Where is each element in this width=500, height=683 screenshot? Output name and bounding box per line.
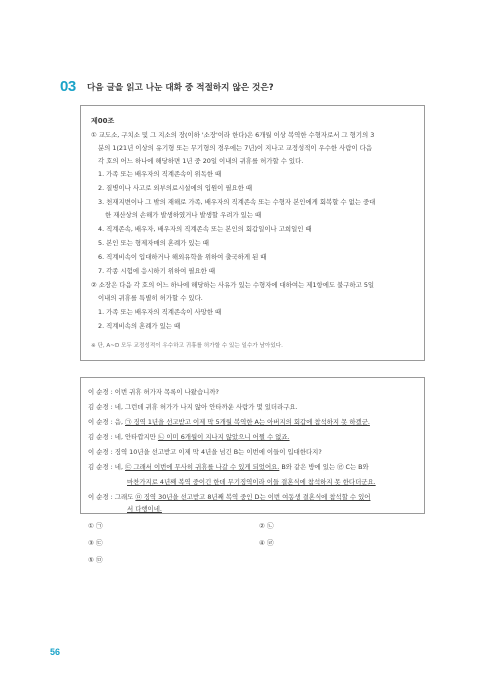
- choice-1[interactable]: ① ㉠: [88, 522, 103, 530]
- law-line: 1. 가족 또는 배우자의 직계존속이 위독한 때: [98, 170, 222, 178]
- law-line: 한 재산상의 손해가 발생하였거나 발생할 우려가 있는 때: [105, 211, 262, 219]
- law-line: 4. 직계존속, 배우자, 배우자의 직계존속 또는 본인의 회갑일이나 고희일인 때: [98, 225, 312, 233]
- dialogue-line: 이 순경 : 이번 귀휴 허가자 목록이 나왔습니까?: [88, 388, 219, 396]
- dialogue-line: [127, 478, 376, 486]
- law-line: 5. 본인 또는 형제자매의 혼례가 있는 때: [98, 239, 209, 247]
- dialogue-line: 이 순경 : 징역 10년을 선고받고 이제 막 4년을 넘긴 B는 이번에 이들이 입대한다지?: [88, 448, 322, 456]
- underlined-statement-c: ㉢ 그래서 이번에 무사히 귀휴를 나갈 수 있게 되었어요.: [125, 463, 280, 471]
- law-line: 각 호의 어느 하나에 해당하면 1년 중 20일 이내의 귀휴를 허가할 수 있다.: [98, 157, 304, 165]
- question-header: [60, 80, 460, 98]
- choice-3[interactable]: ③ ㉢: [88, 539, 103, 547]
- dialogue-line: [88, 493, 370, 501]
- speaker-text: 이 순경 : 그래도: [88, 493, 136, 501]
- law-line: 이내의 귀휴를 특별히 허가할 수 있다.: [98, 294, 203, 302]
- law-line: 2. 질병이나 사고로 외부의료시설에의 입원이 필요한 때: [98, 184, 253, 192]
- speaker-text: 이 순경 : 음,: [88, 418, 126, 426]
- law-line: 1. 가족 또는 배우자의 직계존속이 사망한 때: [98, 308, 222, 316]
- dialogue-line: 김 순경 : 네, 그런데 귀휴 허가가 나지 않아 안타까운 사람가 몇 있더라구요.: [88, 403, 298, 411]
- article-heading: 제00조: [91, 117, 115, 125]
- dialogue-line: [88, 418, 370, 426]
- underlined-statement-a: ㉠ 징역 1년을 선고받고 이제 막 5개월 복역한 A는 아버지의 회갑에 참석하지 못 하겠군.: [125, 418, 370, 426]
- law-line: 2. 직계비속의 혼례가 있는 때: [98, 322, 181, 330]
- law-line: 분의 1(21년 이상의 유기형 또는 무기형의 경우에는 7년)이 지나고 교정성적이 우수한 사람이 다음: [98, 144, 373, 152]
- question-number: 03: [60, 78, 76, 95]
- law-note: ※ 단, A~D 모두 교정성적이 우수하고 귀휴를 허가할 수 있는 일수가 남아있다.: [91, 343, 283, 349]
- question-title: 다음 글을 읽고 나눈 대화 중 적절하지 않은 것은?: [87, 83, 274, 93]
- dialogue-line: [127, 505, 162, 513]
- choice-5[interactable]: ⑤ ㉤: [88, 556, 103, 564]
- page-number: 56: [50, 647, 61, 657]
- underlined-statement-b: ㉡ 이미 6개월이 지나지 않았으니 어쩔 수 없죠.: [157, 433, 290, 441]
- law-line: ② 소장은 다음 각 호의 어느 하나에 해당하는 사유가 있는 수형자에 대하여는 제1항에도 불구하고 5일: [91, 281, 375, 289]
- underlined-statement-e: ㉤ 징역 30년을 선고받고 8년째 복역 중인 D는 이번 여동생 결혼식에 참석할 수 있어: [135, 493, 371, 501]
- law-line: 7. 각종 시험에 응시하기 위하여 필요한 때: [98, 267, 216, 275]
- underlined-statement-d: 마찬가지로 4년째 복역 중이긴 한데 무기징역이라 이들 결혼식에 참석하지 못 한다더군요.: [127, 478, 376, 486]
- law-line: 3. 천재지변이나 그 밖의 재해로 가족, 배우자의 직계존속 또는 수형자 본인에게 회복할 수 없는 중대: [98, 198, 376, 206]
- dialogue-line: [88, 463, 369, 471]
- law-line: ① 교도소, 구치소 및 그 지소의 장(이하 '소장'이라 한다)은 6개월 이상 복역한 수형자로서 그 형기의 3: [91, 131, 375, 139]
- dialogue-line: [88, 433, 290, 441]
- law-line: 6. 직계비속이 입대하거나 해외유학을 위하여 출국하게 된 때: [98, 253, 267, 261]
- speaker-text: 김 순경 : 네, 안타깝지만: [88, 433, 158, 441]
- choice-4[interactable]: ④ ㉣: [259, 539, 274, 547]
- underlined-statement-e-cont: 서 다행이네.: [127, 505, 162, 513]
- speaker-text: 김 순경 : 네,: [88, 463, 126, 471]
- speaker-text: B와 같은 방에 있는 ㉣ C는 B와: [279, 463, 369, 471]
- dialogue-box: [80, 377, 425, 514]
- choice-2[interactable]: ② ㉡: [259, 522, 274, 530]
- law-text-box: [80, 105, 425, 361]
